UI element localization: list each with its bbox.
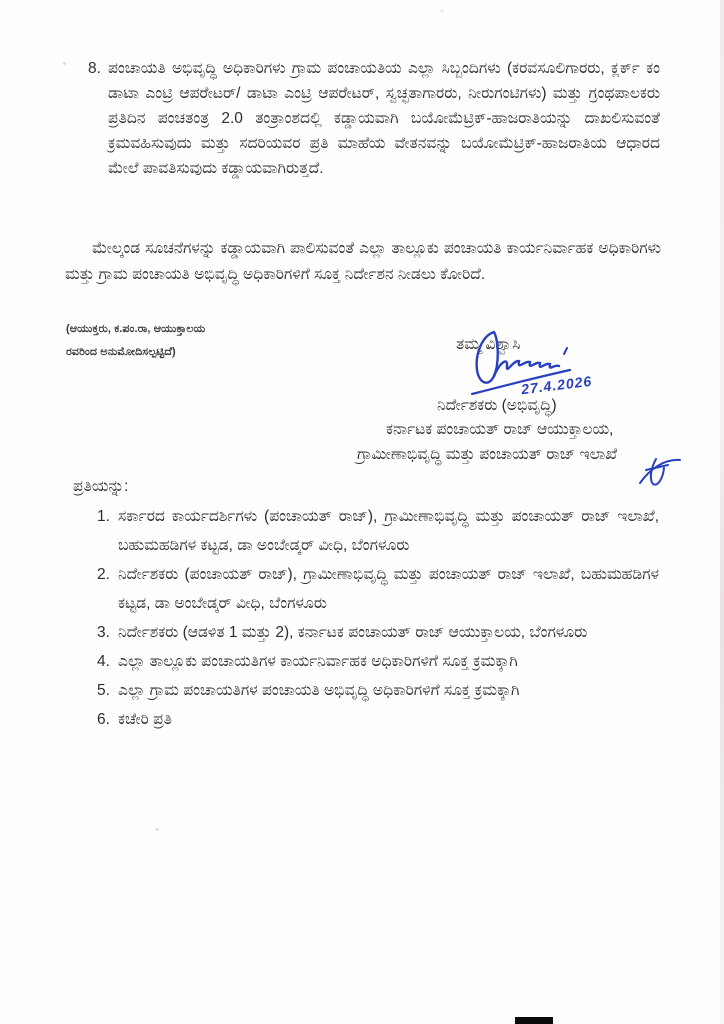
list-item-text: ನಿರ್ದೇಶಕರು (ಆಡಳಿತ 1 ಮತ್ತು 2), ಕರ್ನಾಟಕ ಪಂಚಾಯತ್ ರಾಜ್ ಆಯುಕ್ತಾಲಯ, ಬೆಂಗಳೂರು [118, 624, 588, 641]
approval-note-line2: ರವರಿಂದ ಅನುಮೋದಿಸಲ್ಪಟ್ಟಿದೆ) [66, 346, 176, 358]
list-item-number: 3. [97, 624, 110, 641]
list-item-number: 1. [97, 508, 110, 525]
list-item-number: 4. [97, 653, 110, 670]
list-item-number: 5. [97, 682, 110, 699]
salutation: ತಮ್ಮ ವಿಶ್ವಾಸಿ [456, 336, 521, 353]
closing-paragraph: ಮೇಲ್ಕಂಡ ಸೂಚನೆಗಳನ್ನು ಕಡ್ಡಾಯವಾಗಿ ಪಾಲಿಸುವಂತೆ ಎಲ್ಲಾ ತಾಲ್ಲೂಕು ಪಂಚಾಯತಿ ಕಾರ್ಯನಿರ್ವಾಹಕ ಅಧಿಕಾರಿಗಳು ಮತ್ತು ಗ್ರಾಮ ಪಂಚಾಯತಿ ಅಭಿವೃದ್ಧಿ ಅಧಿಕಾರಿಗಳಿಗೆ ಸೂಕ್ತ ನಿರ್ದೇಶನ ನೀಡಲು ಕೋರಿದೆ. [65, 240, 661, 283]
list-item-text: ಕಚೇರಿ ಪ್ರತಿ [118, 711, 172, 728]
paragraph-text: ಪಂಚಾಯತಿ ಅಭಿವೃದ್ಧಿ ಅಧಿಕಾರಿಗಳು ಗ್ರಾಮ ಪಂಚಾಯತಿಯ ಎಲ್ಲಾ ಸಿಬ್ಬಂದಿಗಳು (ಕರವಸೂಲಿಗಾರರು, ಕ್ಲರ್ಕ್ ಕಂ ಡಾಟಾ ಎಂಟ್ರಿ ಆಪರೇಟರ್/ ಡಾಟಾ ಎಂಟ್ರಿ ಆಪರೇಟರ್, ಸ್ವಚ್ಛತಾಗಾರರು, ನೀರುಗಂಟಿಗಳು) ಮತ್ತು ಗ್ರಂಥಪಾಲಕರು ಪ್ರತಿದಿನ ಪಂಚತಂತ್ರ 2.0 ತಂತ್ರಾಂಶದಲ್ಲಿ ಕಡ್ಡಾಯವಾಗಿ ಬಯೋಮೆಟ್ರಿಕ್-ಹಾಜರಾತಿಯನ್ನು ದಾಖಲಿಸುವಂತೆ ಕ್ರಮವಹಿಸುವುದು ಮತ್ತು ಸದರಿಯವರ ಪ್ರತಿ ಮಾಹೆಯ ವೇತನವನ್ನು ಬಯೋಮೆಟ್ರಿಕ್-ಹಾಜರಾತಿಯ ಆಧಾರದ ಮೇಲೆ ಪಾವತಿಸುವುದು ಕಡ್ಡಾಯವಾಗಿರುತ್ತದೆ. [108, 60, 660, 177]
list-item-text: ಎಲ್ಲಾ ತಾಲ್ಲೂಕು ಪಂಚಾಯತಿಗಳ ಕಾರ್ಯನಿರ್ವಾಹಕ ಅಧಿಕಾರಿಗಳಿಗೆ ಸೂಕ್ತ ಕ್ರಮಕ್ಕಾಗಿ [118, 653, 518, 670]
list-item [97, 560, 659, 618]
approval-note-line1: (ಆಯುಕ್ತರು, ಕ.ಪಂ.ರಾ, ಆಯುಕ್ತಾಲಯ [66, 323, 206, 335]
signatory-org-line2: ಗ್ರಾಮೀಣಾಭಿವೃದ್ಧಿ ಮತ್ತು ಪಂಚಾಯತ್ ರಾಜ್ ಇಲಾಖೆ [357, 446, 618, 463]
signatory-org-line1: ಕರ್ನಾಟಕ ಪಂಚಾಯತ್ ರಾಜ್ ಆಯುಕ್ತಾಲಯ, [386, 421, 614, 438]
body-paragraph-8 [88, 56, 660, 181]
scan-dot-artifact [155, 828, 159, 831]
list-item-text: ಸರ್ಕಾರದ ಕಾರ್ಯದರ್ಶಿಗಳು (ಪಂಚಾಯತ್ ರಾಜ್), ಗ್ರಾಮೀಣಾಭಿವೃದ್ಧಿ ಮತ್ತು ಪಂಚಾಯತ್ ರಾಜ್ ಇಲಾಖೆ, ಬಹುಮಹಡಿಗಳ ಕಟ್ಟಡ, ಡಾ ಅಂಬೇಡ್ಕರ್ ವೀಧಿ, ಬೆಂಗಳೂರು [118, 508, 659, 554]
list-item-text: ಎಲ್ಲಾ ಗ್ರಾಮ ಪಂಚಾಯತಿಗಳ ಪಂಚಾಯತಿ ಅಭಿವೃದ್ಧಿ ಅಧಿಕಾರಿಗಳಿಗೆ ಸೂಕ್ತ ಕ್ರಮಕ್ಕಾಗಿ [118, 682, 520, 699]
list-item [97, 676, 659, 705]
paraph-initials-icon [634, 455, 688, 487]
list-item-text: ನಿರ್ದೇಶಕರು (ಪಂಚಾಯತ್ ರಾಜ್), ಗ್ರಾಮೀಣಾಭಿವೃದ್ಧಿ ಮತ್ತು ಪಂಚಾಯತ್ ರಾಜ್ ಇಲಾಖೆ, ಬಹುಮಹಡಿಗಳ ಕಟ್ಟಡ, ಡಾ ಅಂಬೇಡ್ಕರ್ ವೀಧಿ, ಬೆಂಗಳೂರು [118, 566, 659, 612]
approval-note [66, 318, 205, 364]
list-item-number: 6. [97, 711, 110, 728]
copy-to-heading: ಪ್ರತಿಯನ್ನು: [73, 478, 129, 495]
scan-dot-artifact [440, 9, 444, 13]
list-item [97, 502, 659, 560]
redaction-block [515, 1017, 553, 1024]
paragraph-number: 8. [88, 60, 101, 77]
scan-dot-artifact [63, 62, 66, 65]
list-item-number: 2. [97, 566, 110, 583]
list-item [97, 705, 659, 734]
signatory-designation: ನಿರ್ದೇಶಕರು (ಅಭಿವೃದ್ಧಿ) [437, 397, 557, 414]
list-item [97, 647, 659, 676]
signature-date: 27.4.2026 [520, 372, 594, 398]
scan-edge-artifact [720, 0, 724, 1024]
list-item [97, 618, 659, 647]
copy-to-list [97, 502, 659, 734]
